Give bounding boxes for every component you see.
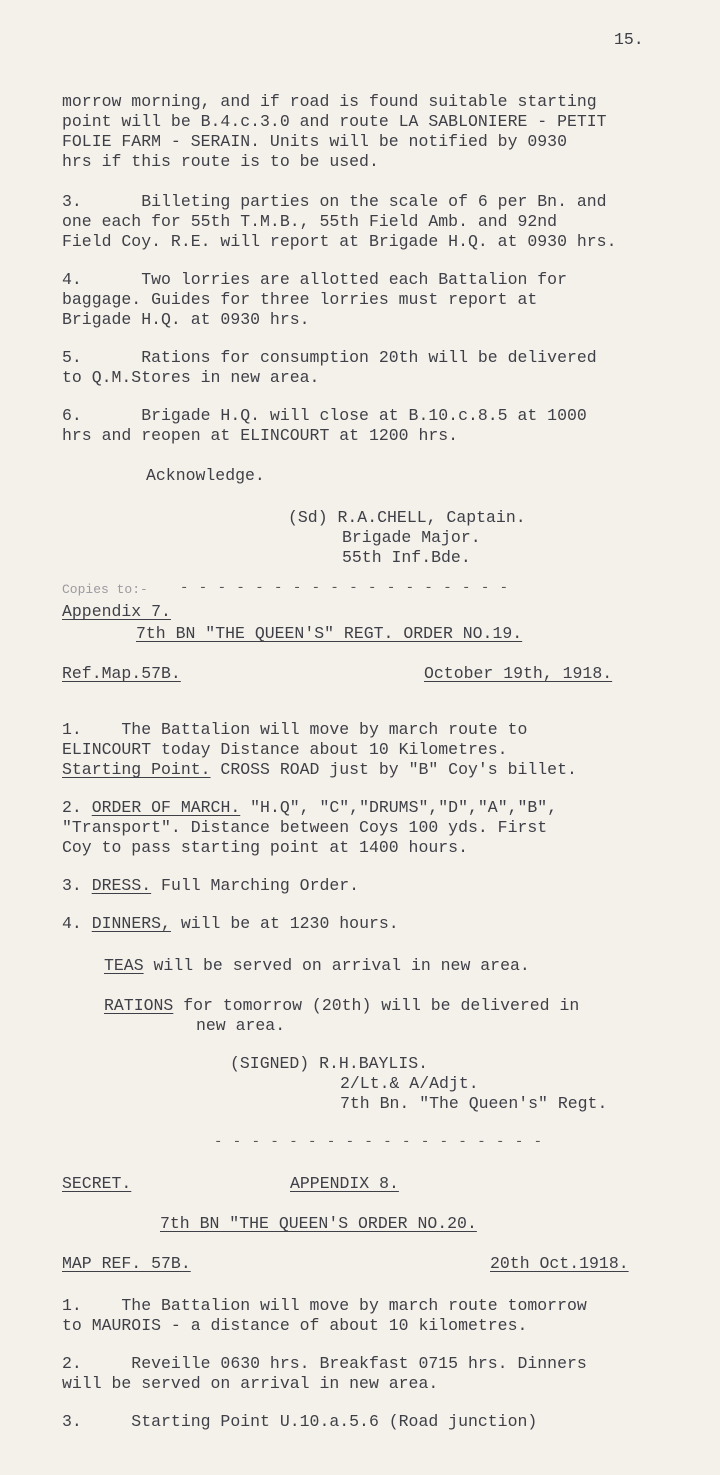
para-number: 4. <box>62 914 92 933</box>
intro-line: FOLIE FARM - SERAIN. Units will be notified by 0930 <box>62 132 567 151</box>
page-number: 15. <box>614 30 644 49</box>
appendix-7-para-1-line: ELINCOURT today Distance about 10 Kilometres. <box>62 740 508 759</box>
order-of-march-text: "H.Q", "C","DRUMS","D","A","B", <box>240 798 558 817</box>
copies-to: Copies to:- <box>62 582 148 597</box>
acknowledge: Acknowledge. <box>146 466 265 485</box>
starting-point-text: CROSS ROAD just by "B" Coy's billet. <box>210 760 577 779</box>
starting-point-label: Starting Point. <box>62 760 211 779</box>
appendix-7-rank: 2/Lt.& A/Adjt. <box>340 1074 479 1093</box>
para-4-line: baggage. Guides for three lorries must report at <box>62 290 538 309</box>
appendix-7-map-ref: Ref.Map.57B. <box>62 664 181 683</box>
signature-unit: 55th Inf.Bde. <box>342 548 471 567</box>
appendix-7-date: October 19th, 1918. <box>424 664 613 683</box>
intro-line: hrs if this route is to be used. <box>62 152 379 171</box>
appendix-7-para-2 <box>62 798 557 818</box>
order-of-march-label: ORDER OF MARCH. <box>91 798 241 817</box>
para-3-line: 3. Billeting parties on the scale of 6 per Bn. and <box>62 192 607 211</box>
appendix-7-heading: Appendix 7. <box>62 602 171 621</box>
appendix-7-title: 7th BN "THE QUEEN'S" REGT. ORDER NO.19. <box>136 624 523 643</box>
para-6-line: 6. Brigade H.Q. will close at B.10.c.8.5 at 1000 <box>62 406 587 425</box>
appendix-7-para-1-line: 1. The Battalion will move by march route to <box>62 720 528 739</box>
dinners-text: will be at 1230 hours. <box>170 914 399 933</box>
appendix-8-heading: APPENDIX 8. <box>290 1174 399 1193</box>
appendix-7-para-2-line: Coy to pass starting point at 1400 hours. <box>62 838 468 857</box>
teas-text: will be served on arrival in new area. <box>143 956 530 975</box>
appendix-7-teas <box>104 956 530 976</box>
appendix-8-para-2-line: will be served on arrival in new area. <box>62 1374 439 1393</box>
intro-line: point will be B.4.c.3.0 and route LA SABLONIERE - PETIT <box>62 112 607 131</box>
dress-label: DRESS. <box>91 876 152 895</box>
para-5-line: to Q.M.Stores in new area. <box>62 368 320 387</box>
para-number: 2. <box>62 798 92 817</box>
appendix-8-para-3-line: 3. Starting Point U.10.a.5.6 (Road junction) <box>62 1412 538 1431</box>
appendix-7-para-3 <box>62 876 359 896</box>
para-number: 3. <box>62 876 92 895</box>
signature-name: (Sd) R.A.CHELL, Captain. <box>288 508 526 527</box>
appendix-7-starting-point <box>62 760 577 780</box>
para-3-line: one each for 55th T.M.B., 55th Field Amb. and 92nd <box>62 212 558 231</box>
appendix-7-para-4 <box>62 914 399 934</box>
rations-text: for tomorrow (20th) will be delivered in <box>173 996 580 1015</box>
divider: - - - - - - - - - - - - - - - - - - <box>214 1134 544 1150</box>
appendix-7-rations <box>104 996 579 1016</box>
signature-rank: Brigade Major. <box>342 528 481 547</box>
para-4-line: 4. Two lorries are allotted each Battalion for <box>62 270 567 289</box>
appendix-8-para-1-line: 1. The Battalion will move by march route tomorrow <box>62 1296 587 1315</box>
appendix-8-map-ref: MAP REF. 57B. <box>62 1254 191 1273</box>
appendix-8-title: 7th BN "THE QUEEN'S ORDER NO.20. <box>160 1214 477 1233</box>
dress-text: Full Marching Order. <box>151 876 360 895</box>
para-6-line: hrs and reopen at ELINCOURT at 1200 hrs. <box>62 426 459 445</box>
appendix-7-unit: 7th Bn. "The Queen's" Regt. <box>340 1094 608 1113</box>
para-3-line: Field Coy. R.E. will report at Brigade H.Q. at 0930 hrs. <box>62 232 617 251</box>
appendix-8-para-2-line: 2. Reveille 0630 hrs. Breakfast 0715 hrs. Dinners <box>62 1354 587 1373</box>
appendix-7-para-2-line: "Transport". Distance between Coys 100 yds. First <box>62 818 548 837</box>
para-4-line: Brigade H.Q. at 0930 hrs. <box>62 310 310 329</box>
rations-label: RATIONS <box>104 996 174 1015</box>
appendix-8-para-1-line: to MAUROIS - a distance of about 10 kilometres. <box>62 1316 528 1335</box>
intro-line: morrow morning, and if road is found suitable starting <box>62 92 597 111</box>
divider: - - - - - - - - - - - - - - - - - - <box>180 580 510 596</box>
appendix-7-rations-cont: new area. <box>196 1016 286 1035</box>
dinners-label: DINNERS, <box>91 914 171 933</box>
teas-label: TEAS <box>104 956 144 975</box>
appendix-8-secret: SECRET. <box>62 1174 132 1193</box>
appendix-8-date: 20th Oct.1918. <box>490 1254 629 1273</box>
para-5-line: 5. Rations for consumption 20th will be delivered <box>62 348 597 367</box>
appendix-7-signed: (SIGNED) R.H.BAYLIS. <box>230 1054 429 1073</box>
